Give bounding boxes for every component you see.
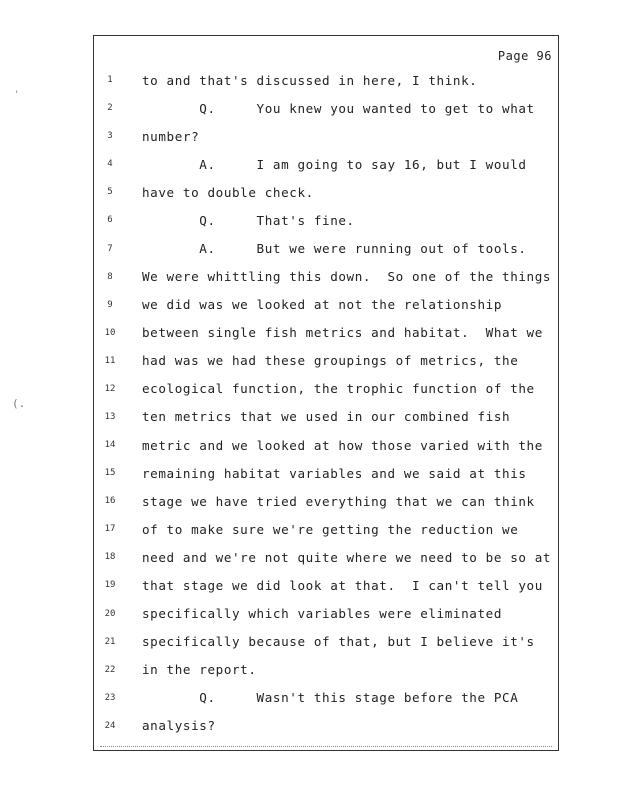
- line-text: ecological function, the trophic function of the: [142, 381, 535, 397]
- line-text: We were whittling this down. So one of the things: [142, 269, 552, 285]
- line-text: we did was we looked at not the relationship: [142, 297, 503, 313]
- line-number: 16: [104, 496, 116, 507]
- transcript-line: [95, 94, 557, 122]
- line-number: 5: [107, 187, 113, 198]
- line-number: 13: [104, 411, 116, 422]
- transcript-body: [95, 66, 557, 740]
- transcript-line: [95, 375, 557, 403]
- line-text: number?: [142, 128, 200, 144]
- line-number: 24: [104, 720, 116, 731]
- transcript-line: [95, 66, 557, 94]
- line-number: 19: [104, 580, 116, 591]
- line-text: Q. You knew you wanted to get to what: [142, 100, 535, 116]
- line-text: ten metrics that we used in our combined fish: [142, 409, 511, 425]
- transcript-line: [95, 150, 557, 178]
- line-number: 1: [107, 75, 113, 86]
- line-text: to and that's discussed in here, I think.: [142, 72, 478, 88]
- transcript-line: [95, 712, 557, 740]
- page-number: Page 96: [497, 49, 552, 63]
- line-number: 21: [104, 636, 116, 647]
- line-number: 10: [104, 327, 116, 338]
- transcript-line: [95, 291, 557, 319]
- line-text: Q. That's fine.: [142, 212, 355, 228]
- line-number: 4: [107, 159, 113, 170]
- line-text: that stage we did look at that. I can't tell you: [142, 577, 543, 593]
- transcript-line: [95, 319, 557, 347]
- transcript-line: [95, 515, 557, 543]
- line-number: 14: [104, 440, 116, 451]
- transcript-line: [95, 431, 557, 459]
- transcript-line: [95, 403, 557, 431]
- line-text: have to double check.: [142, 184, 314, 200]
- line-text: of to make sure we're getting the reduction we: [142, 521, 519, 537]
- transcript-line: [95, 487, 557, 515]
- line-number: 18: [104, 552, 116, 563]
- line-text: need and we're not quite where we need to be so at: [142, 549, 552, 565]
- transcript-line: [95, 263, 557, 291]
- line-text: stage we have tried everything that we can think: [142, 493, 535, 509]
- line-number: 23: [104, 692, 116, 703]
- line-text: A. I am going to say 16, but I would: [142, 156, 527, 172]
- line-number: 7: [107, 243, 113, 254]
- line-number: 20: [104, 608, 116, 619]
- line-number: 12: [104, 383, 116, 394]
- transcript-line: [95, 122, 557, 150]
- line-number: 15: [104, 468, 116, 479]
- line-text: between single fish metrics and habitat. What we: [142, 325, 543, 341]
- line-number: 22: [104, 664, 116, 675]
- transcript-line: [95, 234, 557, 262]
- line-text: specifically because of that, but I believe it's: [142, 634, 535, 650]
- transcript-line: [95, 543, 557, 571]
- transcript-line: [95, 347, 557, 375]
- transcript-line: [95, 599, 557, 627]
- line-text: metric and we looked at how those varied with the: [142, 437, 543, 453]
- line-text: Q. Wasn't this stage before the PCA: [142, 690, 519, 706]
- line-text: in the report.: [142, 662, 257, 678]
- margin-mark: ': [14, 90, 20, 100]
- line-text: analysis?: [142, 718, 216, 734]
- transcript-line: [95, 628, 557, 656]
- line-number: 8: [107, 271, 113, 282]
- line-text: remaining habitat variables and we said at this: [142, 465, 527, 481]
- line-text: had was we had these groupings of metrics, the: [142, 353, 519, 369]
- transcript-line: [95, 684, 557, 712]
- transcript-line: [95, 571, 557, 599]
- transcript-line: [95, 206, 557, 234]
- transcript-line: [95, 656, 557, 684]
- line-number: 6: [107, 215, 113, 226]
- transcript-line: [95, 178, 557, 206]
- transcript-line: [95, 459, 557, 487]
- line-number: 11: [104, 355, 116, 366]
- line-text: specifically which variables were eliminated: [142, 606, 503, 622]
- line-number: 17: [104, 524, 116, 535]
- line-number: 9: [107, 299, 113, 310]
- line-number: 3: [107, 131, 113, 142]
- line-text: A. But we were running out of tools.: [142, 241, 527, 256]
- margin-mark: (.: [12, 397, 26, 410]
- line-number: 2: [107, 103, 113, 114]
